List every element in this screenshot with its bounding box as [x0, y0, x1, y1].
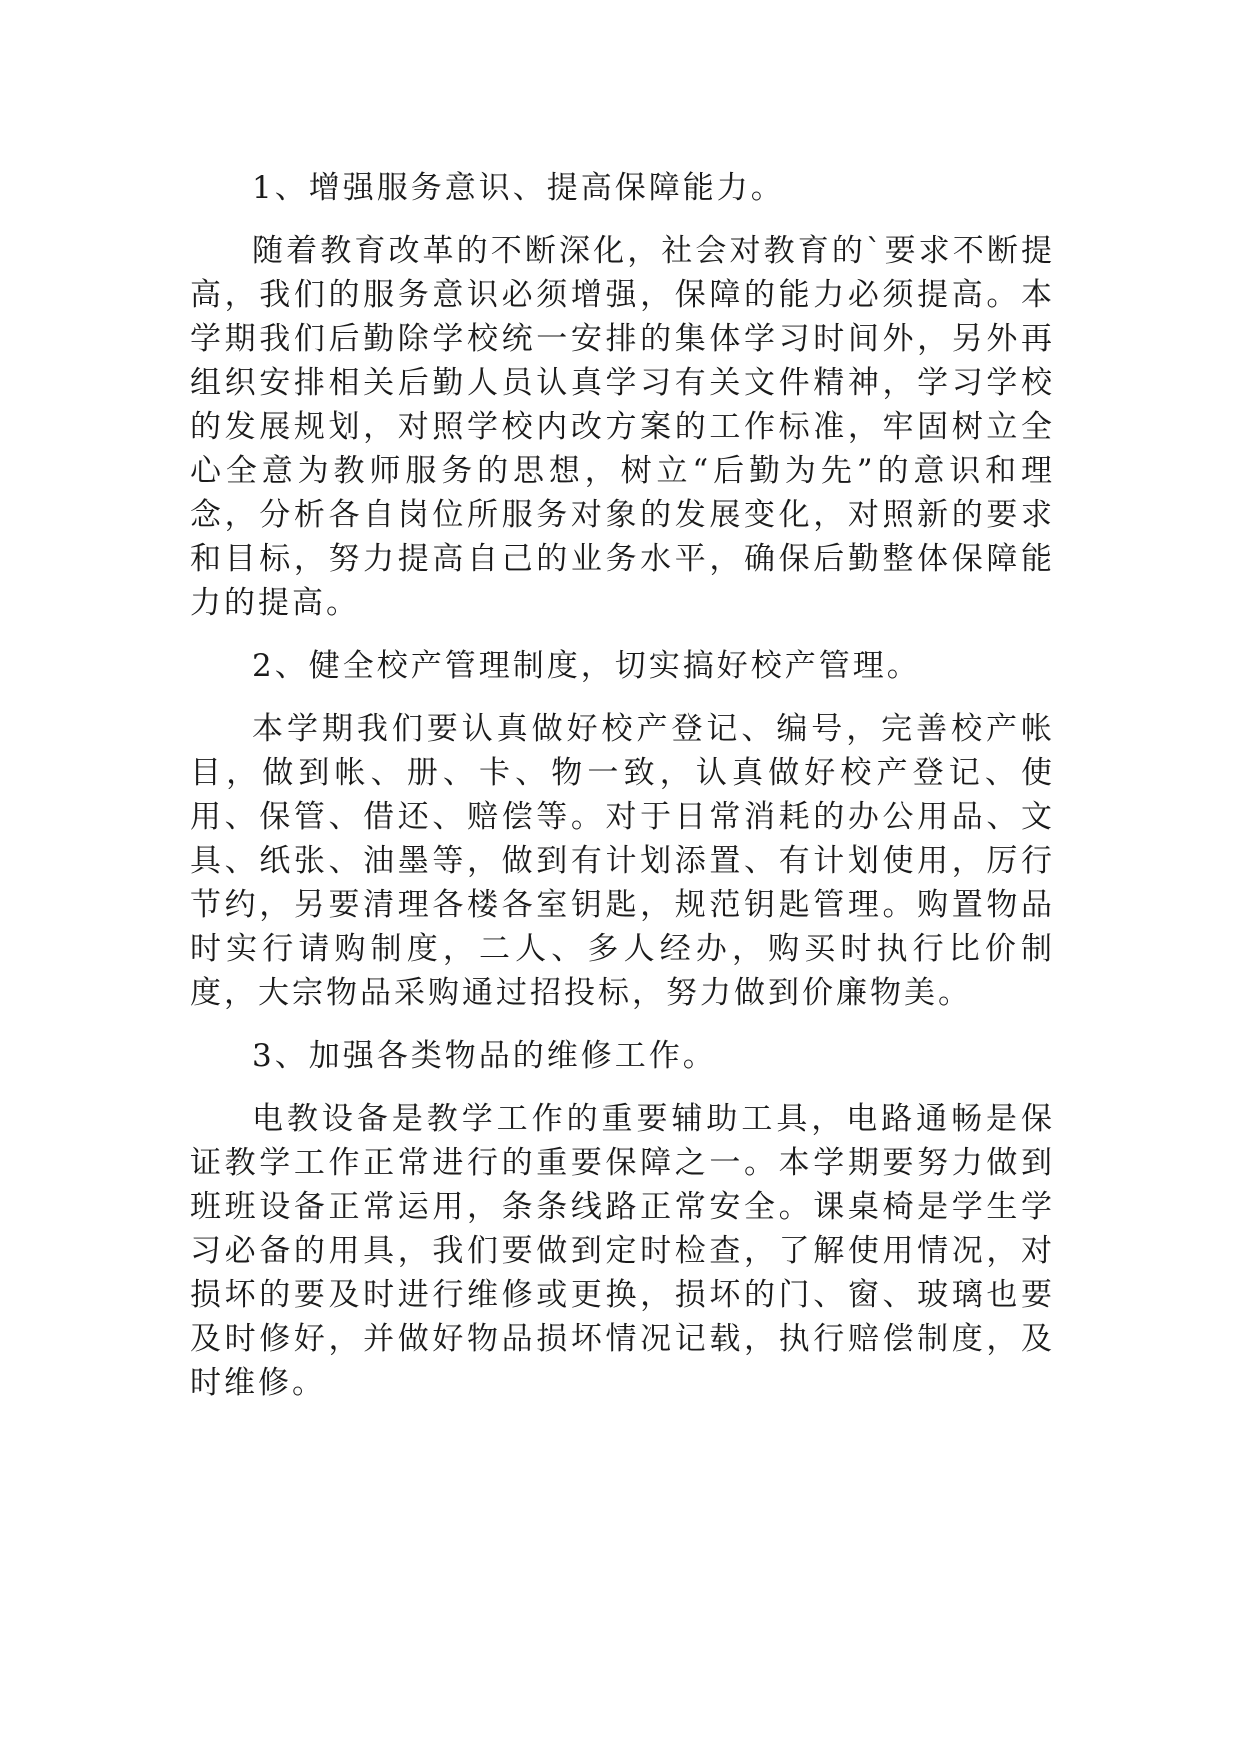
document-body	[190, 166, 1055, 1405]
paragraph-service-awareness: 随着教育改革的不断深化，社会对教育的`要求不断提高，我们的服务意识必须增强，保障的能力必须提高。本学期我们后勤除学校统一安排的集体学习时间外，另外再组织安排相关后勤人员认真学习有关文件精神，学习学校的发展规划，对照学校内改方案的工作标准，牢固树立全心全意为教师服务的思想，树立“后勤为先”的意识和理念，分析各自岗位所服务对象的发展变化，对照新的要求和目标，努力提高自己的业务水平，确保后勤整体保障能力的提高。	[190, 233, 1055, 621]
heading-item-2: 2、健全校产管理制度，切实搞好校产管理。	[252, 648, 921, 684]
paragraph-maintenance: 电教设备是教学工作的重要辅助工具，电路通畅是保证教学工作正常进行的重要保障之一。本学期要努力做到班班设备正常运用，条条线路正常安全。课桌椅是学生学习必备的用具，我们要做到定时检查，了解使用情况，对损坏的要及时进行维修或更换，损坏的门、窗、玻璃也要及时修好，并做好物品损坏情况记载，执行赔偿制度，及时维修。	[190, 1101, 1055, 1401]
heading-item-3: 3、加强各类物品的维修工作。	[252, 1038, 717, 1074]
paragraph-asset-management: 本学期我们要认真做好校产登记、编号，完善校产帐目，做到帐、册、卡、物一致，认真做好校产登记、使用、保管、借还、赔偿等。对于日常消耗的办公用品、文具、纸张、油墨等，做到有计划添置、有计划使用，厉行节约，另要清理各楼各室钥匙，规范钥匙管理。购置物品时实行请购制度，二人、多人经办，购买时执行比价制度，大宗物品采购通过招投标，努力做到价廉物美。	[190, 711, 1055, 1011]
heading-item-1: 1、增强服务意识、提高保障能力。	[252, 170, 785, 206]
